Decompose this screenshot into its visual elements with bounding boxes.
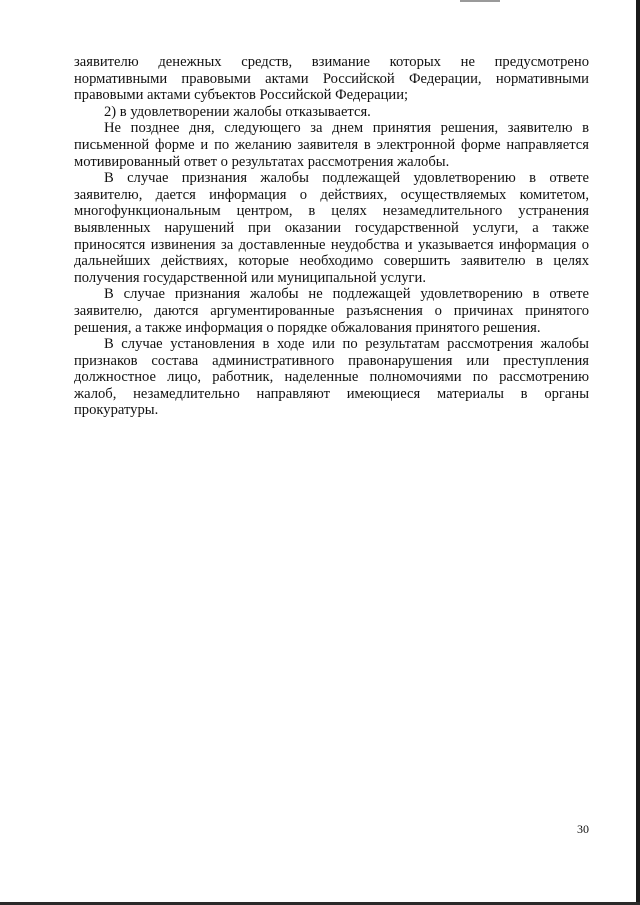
paragraph-complaint-satisfied: В случае признания жалобы подлежащей удовлетворению в ответе заявителю, дается информация о действиях, осуществляемых комитетом, многофункциональным центром, в целях незамедлительного устранения выявленных нарушений при оказании государственной услуги, а также приносятся извинения за доставленные неудобства и указывается информация о дальнейших действиях, которые необходимо совершить заявителю в целях получения государственной или муниципальной услуги. — [74, 170, 589, 286]
paragraph-continuation: заявителю денежных средств, взимание которых не предусмотрено нормативными правовыми актами Российской Федерации, нормативными правовыми актами субъектов Российской Федерации; — [74, 54, 589, 104]
paragraph-prosecutor-referral: В случае установления в ходе или по результатам рассмотрения жалобы признаков состава административного правонарушения или преступления должностное лицо, работник, наделенные полномочиями по рассмотрению жалоб, незамедлительно направляют имеющиеся материалы в органы прокуратуры. — [74, 336, 589, 419]
page-number: 30 — [577, 822, 589, 836]
scan-edge-right — [636, 0, 640, 905]
paragraph-response-deadline: Не позднее дня, следующего за днем принятия решения, заявителю в письменной форме и по желанию заявителя в электронной форме направляется мотивированный ответ о результатах рассмотрения жалобы. — [74, 120, 589, 170]
paragraph-complaint-rejected: В случае признания жалобы не подлежащей удовлетворению в ответе заявителю, даются аргументированные разъяснения о причинах принятого решения, а также информация о порядке обжалования принятого решения. — [74, 286, 589, 336]
paragraph-refusal: 2) в удовлетворении жалобы отказывается. — [104, 103, 371, 120]
scan-mark — [460, 0, 500, 2]
document-body — [74, 54, 589, 419]
